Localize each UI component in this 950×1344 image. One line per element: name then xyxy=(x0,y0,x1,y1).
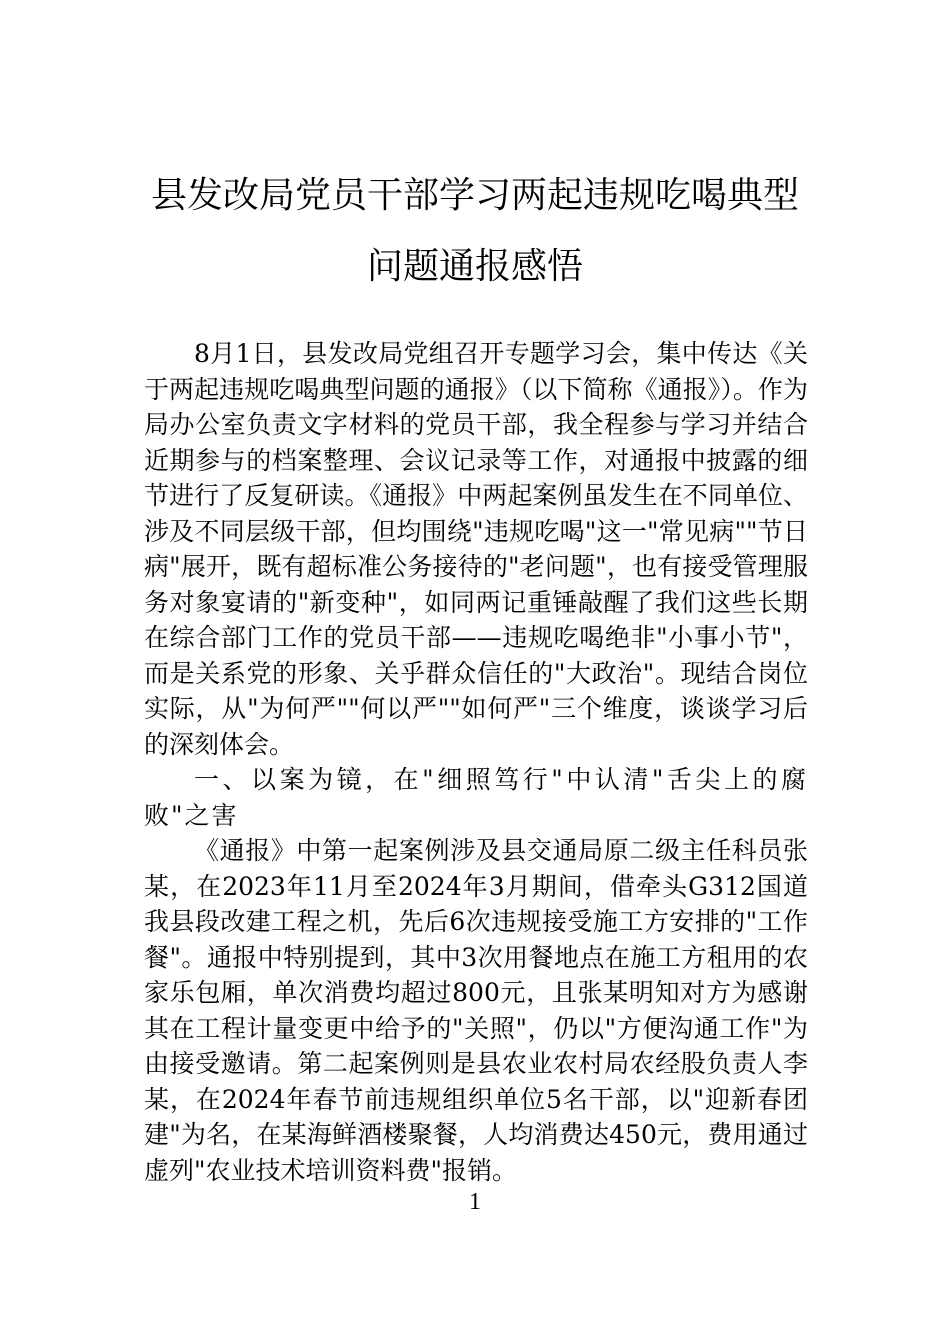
intro-paragraph: 8月1日，县发改局党组召开专题学习会，集中传达《关于两起违规吃喝典型问题的通报》（以下简称《通报》）。作为局办公室负责文字材料的党员干部，我全程参与学习并结合近期参与的档案整理、会议记录等工作，对通报中披露的细节进行了反复研读。《通报》中两起案例虽发生在不同单位、涉及不同层级干部，但均围绕"违规吃喝"这一"常见病""节日病"展开，既有超标准公务接待的"老问题"，也有接受管理服务对象宴请的"新变种"，如同两记重锤敲醒了我们这些长期在综合部门工作的党员干部——违规吃喝绝非"小事小节"，而是关系党的形象、关乎群众信任的"大政治"。现结合岗位实际，从"为何严""何以严""如何严"三个维度，谈谈学习后的深刻体会。 xyxy=(144,339,808,759)
case-paragraph: 《通报》中第一起案例涉及县交通局原二级主任科员张某，在2023年11月至2024年3月期间，借牵头G312国道我县段改建工程之机，先后6次违规接受施工方安排的"工作餐"。通报中特别提到，其中3次用餐地点在施工方租用的农家乐包厢，单次消费均超过800元，且张某明知对方为感谢其在工程计量变更中给予的"关照"，仍以"方便沟通工作"为由接受邀请。第二起案例则是县农业农村局农经股负责人李某，在2024年春节前违规组织单位5名干部，以"迎新春团建"为名，在某海鲜酒楼聚餐，人均消费达450元，费用通过虚列"农业技术培训资料费"报销。 xyxy=(144,836,808,1185)
section-heading: 一、以案为镜，在"细照笃行"中认清"舌尖上的腐败"之害 xyxy=(144,765,808,830)
document-body xyxy=(144,336,808,1188)
document-title-line-1: 县发改局党员干部学习两起违规吃喝典型 xyxy=(150,175,799,216)
document-title-line-2: 问题通报感悟 xyxy=(366,246,583,287)
page-number: 1 xyxy=(469,1189,481,1215)
